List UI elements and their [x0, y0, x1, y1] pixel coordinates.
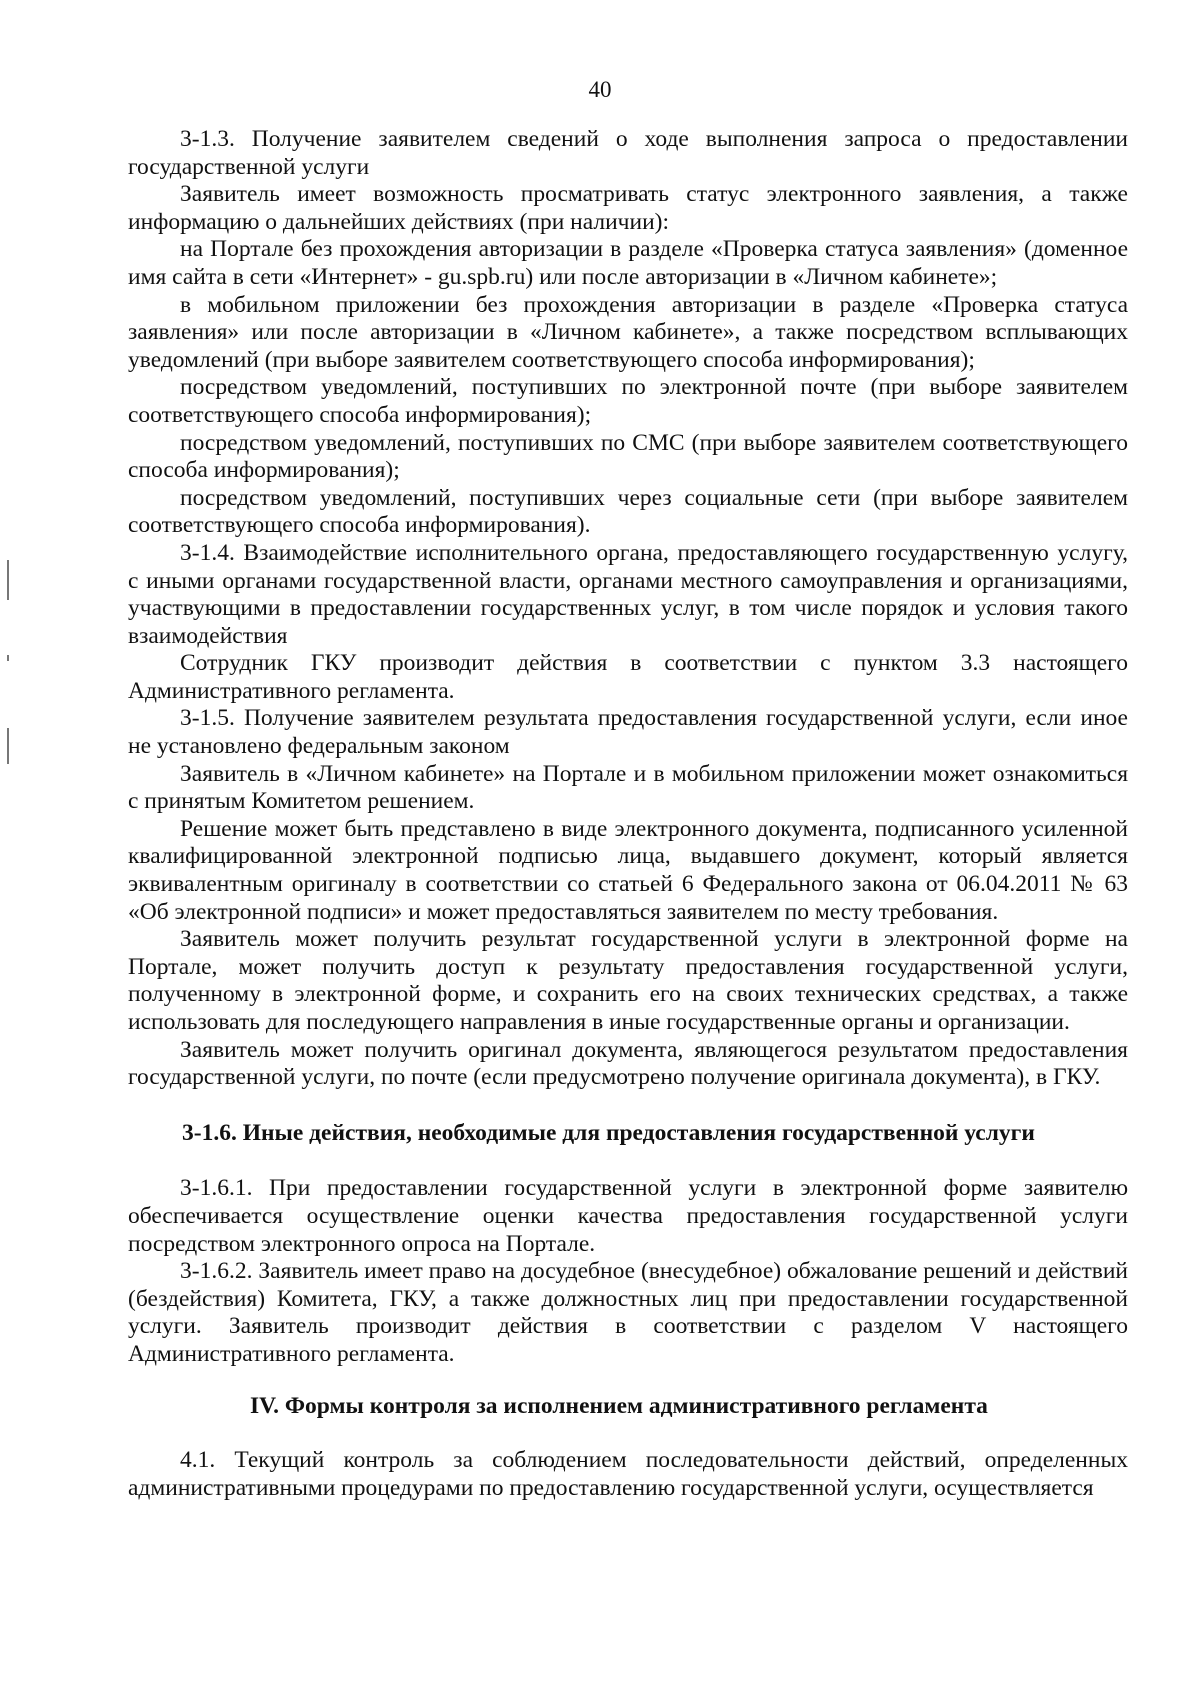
- scan-margin-mark: [7, 728, 9, 764]
- paragraph: 3-1.6.2. Заявитель имеет право на досудебное (внесудебное) обжалование решений и действий (бездействия) Комитета, ГКУ, а также должностных лиц при предоставлении государственной услуги. Заявитель производит действия в соответствии с разделом V настоящего Административного регламента.: [128, 1258, 1128, 1367]
- paragraph: Заявитель может получить оригинал документа, являющегося результатом предоставления государственной услуги, по почте (если предусмотрено получение оригинала документа), в ГКУ.: [128, 1036, 1128, 1091]
- paragraph: Заявитель в «Личном кабинете» на Портале и в мобильном приложении может ознакомиться с принятым Комитетом решением.: [128, 760, 1128, 815]
- paragraph: посредством уведомлений, поступивших через социальные сети (при выборе заявителем соответствующего способа информирования).: [128, 484, 1128, 539]
- paragraph: Сотрудник ГКУ производит действия в соответствии с пунктом 3.3 настоящего Административного регламента.: [128, 650, 1128, 704]
- paragraph: в мобильном приложении без прохождения авторизации в разделе «Проверка статуса заявления» или после авторизации в «Личном кабинете», а также посредством всплывающих уведомлений (при выборе заявителем соответствующего способа информирования);: [128, 291, 1128, 373]
- paragraph: Заявитель может получить результат государственной услуги в электронной форме на Портале, может получить доступ к результату предоставления государственной услуги, полученному в электронной форме, и сохранить его на своих технических средствах, а также использовать для последующего направления в иные государственные органы и организации.: [128, 926, 1128, 1035]
- paragraph: 3-1.4. Взаимодействие исполнительного органа, предоставляющего государственную услугу, с иными органами государственной власти, органами местного самоуправления и организациями, участвующими в предоставлении государственных услуг, в том числе порядок и условия такого взаимодействия: [128, 539, 1128, 649]
- document-body: [128, 126, 1128, 1502]
- section-heading: 3-1.6. Иные действия, необходимые для предоставления государственной услуги: [182, 1119, 1035, 1146]
- scan-margin-mark: [7, 560, 9, 600]
- paragraph: на Портале без прохождения авторизации в разделе «Проверка статуса заявления» (доменное имя сайта в сети «Интернет» - gu.spb.ru) или после авторизации в «Личном кабинете»;: [128, 236, 1128, 290]
- paragraph: посредством уведомлений, поступивших по электронной почте (при выборе заявителем соответствующего способа информирования);: [128, 374, 1128, 428]
- paragraph: 3-1.6.1. При предоставлении государственной услуги в электронной форме заявителю обеспечивается осуществление оценки качества предоставления государственной услуги посредством электронного опроса на Портале.: [128, 1175, 1128, 1257]
- paragraph: 3-1.3. Получение заявителем сведений о ходе выполнения запроса о предоставлении государственной услуги: [128, 126, 1128, 180]
- paragraph: посредством уведомлений, поступивших по СМС (при выборе заявителем соответствующего способа информирования);: [128, 429, 1128, 484]
- scan-margin-mark: [7, 655, 9, 661]
- paragraph: 3-1.5. Получение заявителем результата предоставления государственной услуги, если иное не установлено федеральным законом: [128, 705, 1128, 760]
- paragraph: 4.1. Текущий контроль за соблюдением последовательности действий, определенных административными процедурами по предоставлению государственной услуги, осуществляется: [128, 1447, 1128, 1501]
- paragraph: Решение может быть представлено в виде электронного документа, подписанного усиленной квалифицированной электронной подписью лица, выдавшего документ, который является эквивалентным оригиналу в соответствии со статьей 6 Федерального закона от 06.04.2011 № 63 «Об электронной подписи» и может предоставляться заявителем по месту требования.: [128, 815, 1128, 925]
- chapter-heading: IV. Формы контроля за исполнением административного регламента: [250, 1392, 988, 1419]
- paragraph: Заявитель имеет возможность просматривать статус электронного заявления, а также информацию о дальнейших действиях (при наличии):: [128, 181, 1128, 235]
- page-number: 40: [588, 77, 612, 102]
